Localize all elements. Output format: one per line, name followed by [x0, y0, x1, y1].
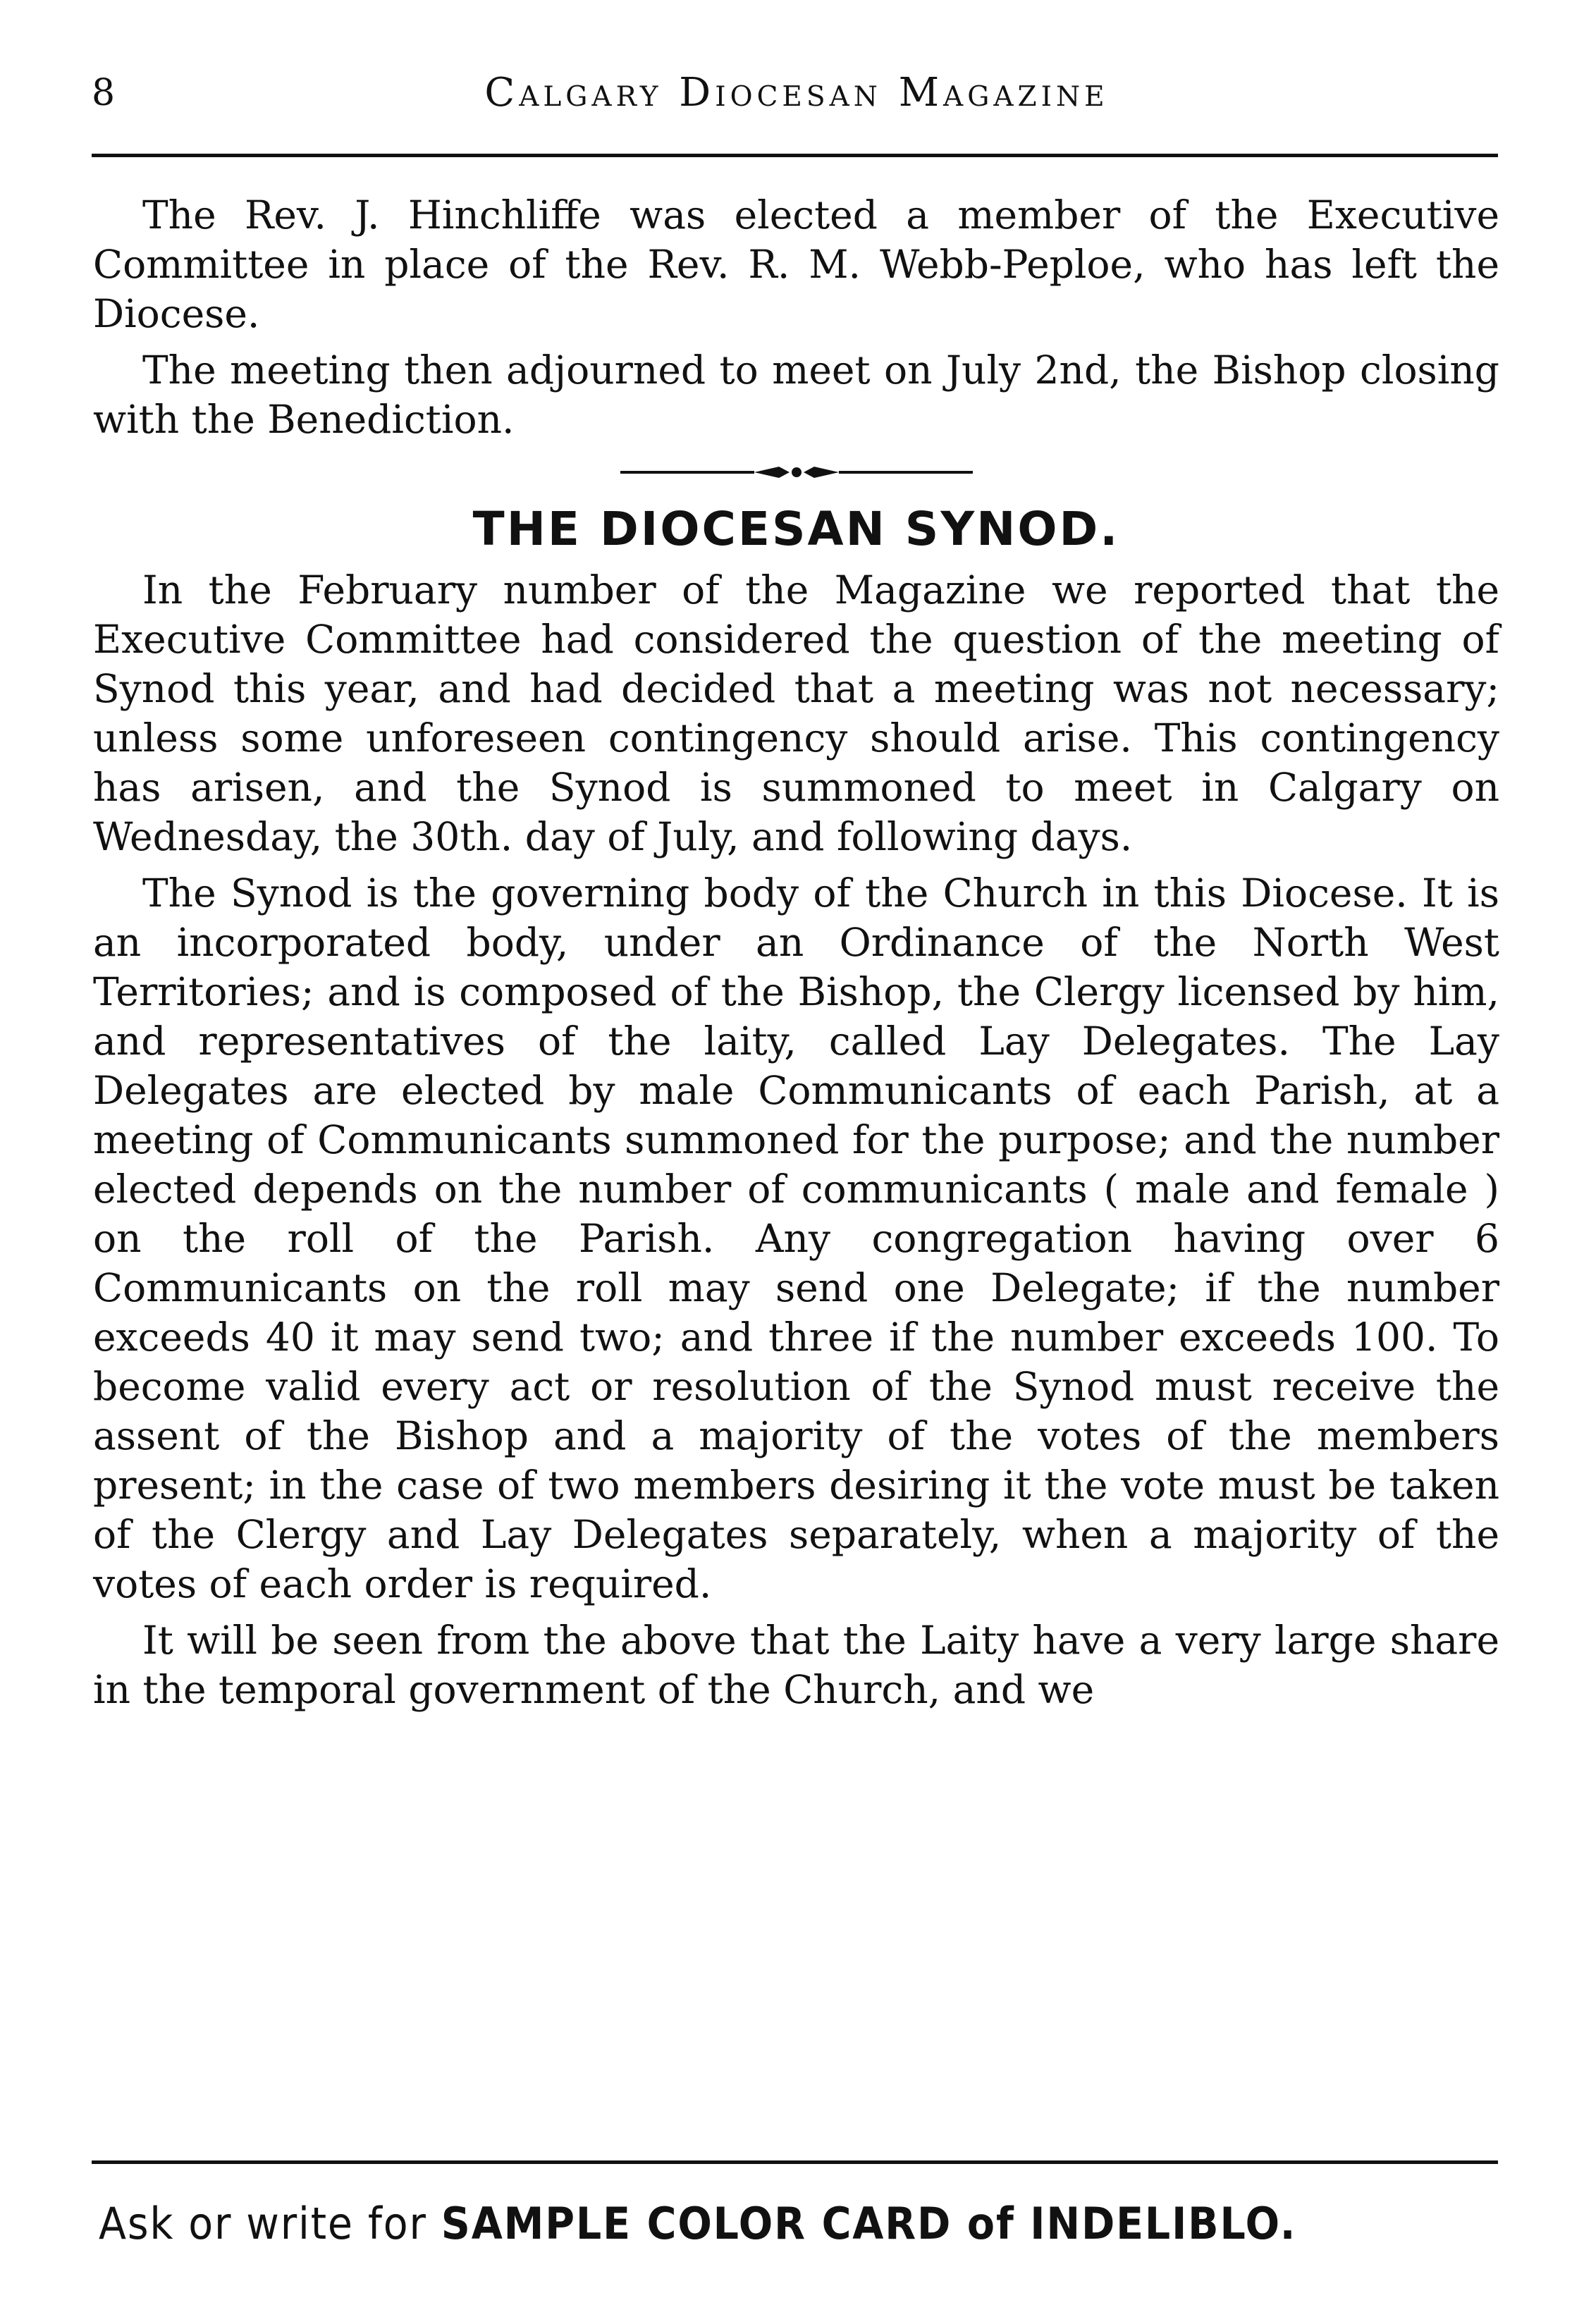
section-paragraph: The Synod is the governing body of the Church in this Diocese. It is an incorporated body, under an Ordinance of the North West Territories; and is composed of the Bishop, the Clergy licensed by him, and representatives of the laity, called Lay Delegates. The Lay Delegates are elected by male Communicants of each Parish, at a meeting of Communicants summoned for the purpose; and the number elected depends on the number of communicants ( male and female ) on the roll of the Parish. Any congregation having over 6 Communicants on the roll may send one Delegate; if the number exceeds 40 it may send two; and three if the number exceeds 100. To become valid every act or resolution of the Synod must receive the assent of the Bishop and a majority of the votes of the members present; in the case of two members desiring it the vote must be taken of the Clergy and Lay Delegates separately, when a majority of the votes of each order is required. — [93, 871, 1499, 1606]
page-number: 8 — [92, 72, 116, 114]
header-rule — [92, 154, 1498, 157]
footer-advertisement — [99, 2189, 1389, 2259]
footer-ad-text: Ask or write for — [99, 2198, 427, 2249]
article-body — [93, 190, 1499, 1721]
section-paragraph: In the February number of the Magazine we reported that the Executive Committee had considered the question of the meeting of Synod this year, and had decided that a meeting was not necessary; unless some unforeseen contingency should arise. This contingency has arisen, and the Synod is summoned to meet in Calgary on Wednesday, the 30th. day of July, and following days. — [93, 567, 1499, 859]
intro-paragraph: The Rev. J. Hinchliffe was elected a member of the Executive Committee in place of the Rev. R. M. Webb-Peploe, who has left the Diocese. — [93, 192, 1499, 336]
section-divider-ornament — [93, 451, 1499, 493]
section-paragraph: It will be seen from the above that the Laity have a very large share in the temporal government of the Church, and we — [93, 1618, 1499, 1712]
section-heading: THE DIOCESAN SYNOD. — [472, 502, 1120, 556]
page-header — [92, 65, 1502, 121]
running-title: Calgary Diocesan Magazine — [484, 70, 1109, 116]
intro-paragraph: The meeting then adjourned to meet on July 2nd, the Bishop closing with the Benediction. — [93, 348, 1499, 442]
footer-rule — [92, 2160, 1498, 2164]
footer-ad-product: SAMPLE COLOR CARD of INDELIBLO. — [441, 2198, 1297, 2249]
